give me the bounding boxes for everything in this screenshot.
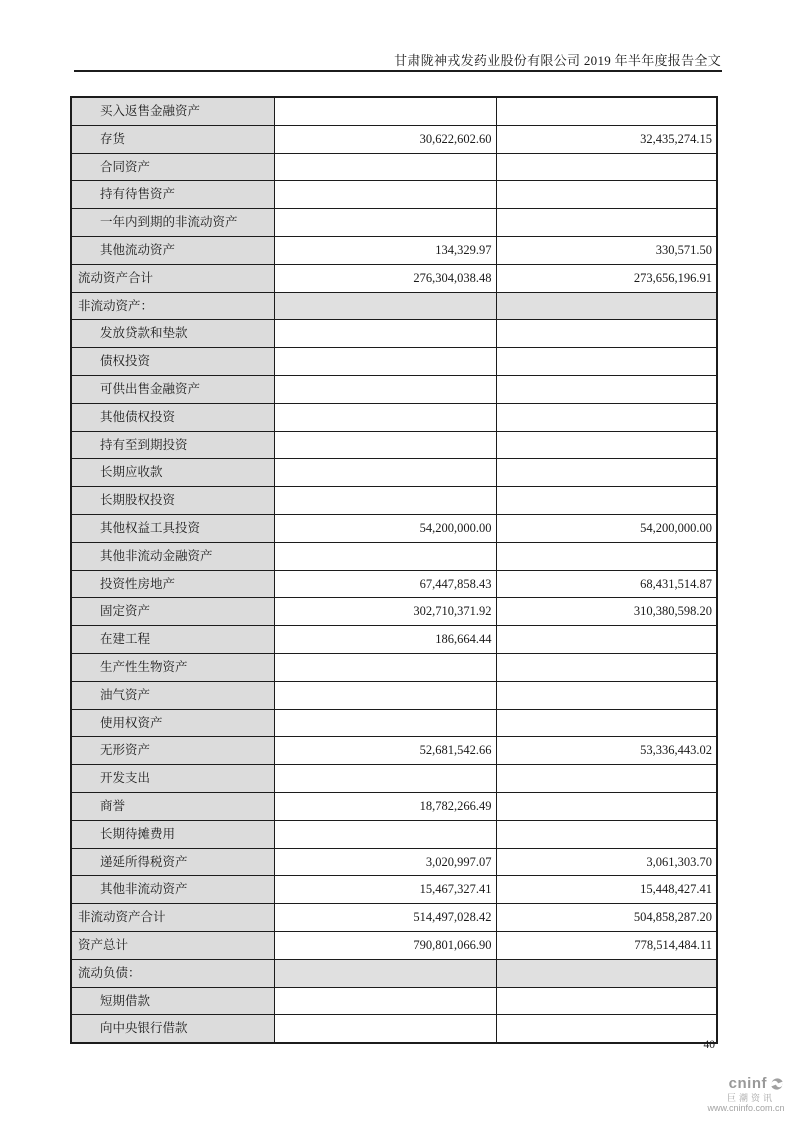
- row-label: 在建工程: [71, 626, 274, 654]
- table-row: [71, 487, 717, 515]
- row-value-current-period: [274, 375, 496, 403]
- row-value-current-period: [274, 403, 496, 431]
- row-value-current-period: [274, 320, 496, 348]
- row-label: 一年内到期的非流动资产: [71, 209, 274, 237]
- table-row: [71, 348, 717, 376]
- row-label: 其他非流动金融资产: [71, 542, 274, 570]
- row-label: 使用权资产: [71, 709, 274, 737]
- report-header-title: 甘肃陇神戎发药业股份有限公司 2019 年半年度报告全文: [394, 53, 721, 68]
- row-value-prior-period: 273,656,196.91: [496, 264, 717, 292]
- table-row: [71, 848, 717, 876]
- table-row: [71, 987, 717, 1015]
- table-row: [71, 209, 717, 237]
- row-value-current-period: [274, 181, 496, 209]
- row-value-prior-period: [496, 681, 717, 709]
- row-value-current-period: 30,622,602.60: [274, 125, 496, 153]
- row-label: 递延所得税资产: [71, 848, 274, 876]
- table-row: [71, 375, 717, 403]
- row-value-current-period: [274, 1015, 496, 1043]
- table-row: [71, 765, 717, 793]
- table-row: [71, 403, 717, 431]
- row-label: 油气资产: [71, 681, 274, 709]
- row-value-current-period: 186,664.44: [274, 626, 496, 654]
- cninfo-brand-row: [703, 1076, 789, 1093]
- cninfo-brand-chinese: 巨潮资讯: [726, 1092, 775, 1103]
- table-row: [71, 598, 717, 626]
- row-value-prior-period: [496, 153, 717, 181]
- row-value-prior-period: 15,448,427.41: [496, 876, 717, 904]
- row-value-current-period: [274, 709, 496, 737]
- row-value-current-period: [274, 653, 496, 681]
- table-row: [71, 431, 717, 459]
- cninfo-url: www.cninfo.com.cn: [707, 1103, 785, 1114]
- row-value-prior-period: [496, 1015, 717, 1043]
- row-value-prior-period: [496, 209, 717, 237]
- row-value-current-period: 790,801,066.90: [274, 931, 496, 959]
- row-value-prior-period: [496, 653, 717, 681]
- row-value-current-period: 52,681,542.66: [274, 737, 496, 765]
- row-label: 向中央银行借款: [71, 1015, 274, 1043]
- row-label: 存货: [71, 125, 274, 153]
- row-value-prior-period: [496, 459, 717, 487]
- row-label: 债权投资: [71, 348, 274, 376]
- row-label: 投资性房地产: [71, 570, 274, 598]
- table-row: [71, 153, 717, 181]
- row-value-current-period: 302,710,371.92: [274, 598, 496, 626]
- row-value-prior-period: [496, 431, 717, 459]
- row-label: 非流动资产：: [71, 292, 274, 320]
- row-label: 其他权益工具投资: [71, 514, 274, 542]
- row-value-prior-period: [496, 487, 717, 515]
- row-value-current-period: 54,200,000.00: [274, 514, 496, 542]
- table-row: [71, 959, 717, 987]
- row-label: 长期应收款: [71, 459, 274, 487]
- row-value-current-period: 15,467,327.41: [274, 876, 496, 904]
- balance-sheet-body: [71, 97, 717, 1043]
- row-label: 流动负债：: [71, 959, 274, 987]
- cninfo-swirl-icon: [769, 1076, 785, 1092]
- row-value-prior-period: [496, 959, 717, 987]
- table-row: [71, 292, 717, 320]
- row-label: 其他债权投资: [71, 403, 274, 431]
- row-value-current-period: [274, 959, 496, 987]
- table-row: [71, 459, 717, 487]
- row-value-prior-period: 68,431,514.87: [496, 570, 717, 598]
- row-label: 生产性生物资产: [71, 653, 274, 681]
- row-label: 开发支出: [71, 765, 274, 793]
- cninfo-logo: [703, 1076, 789, 1114]
- row-value-prior-period: 310,380,598.20: [496, 598, 717, 626]
- row-value-current-period: [274, 542, 496, 570]
- row-value-prior-period: 3,061,303.70: [496, 848, 717, 876]
- table-row: [71, 737, 717, 765]
- table-row: [71, 181, 717, 209]
- row-value-current-period: [274, 348, 496, 376]
- table-row: [71, 681, 717, 709]
- row-value-prior-period: 32,435,274.15: [496, 125, 717, 153]
- row-value-current-period: 3,020,997.07: [274, 848, 496, 876]
- row-value-prior-period: 778,514,484.11: [496, 931, 717, 959]
- table-row: [71, 264, 717, 292]
- table-row: [71, 514, 717, 542]
- row-value-prior-period: [496, 987, 717, 1015]
- row-value-current-period: [274, 153, 496, 181]
- table-row: [71, 542, 717, 570]
- row-value-current-period: [274, 765, 496, 793]
- row-value-current-period: [274, 681, 496, 709]
- table-row: [71, 931, 717, 959]
- table-row: [71, 820, 717, 848]
- row-label: 商誉: [71, 792, 274, 820]
- row-value-current-period: 134,329.97: [274, 236, 496, 264]
- row-label: 发放贷款和垫款: [71, 320, 274, 348]
- row-value-prior-period: [496, 542, 717, 570]
- row-value-prior-period: [496, 375, 717, 403]
- row-value-current-period: [274, 820, 496, 848]
- row-value-current-period: [274, 292, 496, 320]
- row-label: 无形资产: [71, 737, 274, 765]
- row-value-prior-period: 54,200,000.00: [496, 514, 717, 542]
- row-value-prior-period: 504,858,287.20: [496, 904, 717, 932]
- row-value-prior-period: [496, 820, 717, 848]
- table-row: [71, 904, 717, 932]
- table-row: [71, 125, 717, 153]
- row-value-current-period: [274, 97, 496, 125]
- row-value-prior-period: [496, 181, 717, 209]
- row-label: 其他非流动资产: [71, 876, 274, 904]
- row-label: 买入返售金融资产: [71, 97, 274, 125]
- row-value-current-period: [274, 431, 496, 459]
- table-row: [71, 626, 717, 654]
- row-label: 合同资产: [71, 153, 274, 181]
- row-value-prior-period: [496, 403, 717, 431]
- table-row: [71, 320, 717, 348]
- table-row: [71, 570, 717, 598]
- row-value-current-period: [274, 209, 496, 237]
- table-row: [71, 1015, 717, 1043]
- table-row: [71, 97, 717, 125]
- row-label: 固定资产: [71, 598, 274, 626]
- row-value-current-period: [274, 459, 496, 487]
- row-value-current-period: 18,782,266.49: [274, 792, 496, 820]
- row-value-prior-period: [496, 320, 717, 348]
- row-value-prior-period: [496, 792, 717, 820]
- table-row: [71, 236, 717, 264]
- row-label: 长期股权投资: [71, 487, 274, 515]
- row-label: 持有待售资产: [71, 181, 274, 209]
- row-value-current-period: 514,497,028.42: [274, 904, 496, 932]
- table-row: [71, 653, 717, 681]
- row-label: 持有至到期投资: [71, 431, 274, 459]
- row-value-prior-period: 330,571.50: [496, 236, 717, 264]
- row-value-prior-period: 53,336,443.02: [496, 737, 717, 765]
- cninfo-brand-text: cninf: [728, 1075, 767, 1092]
- table-row: [71, 876, 717, 904]
- table-row: [71, 792, 717, 820]
- row-label: 短期借款: [71, 987, 274, 1015]
- row-value-prior-period: [496, 97, 717, 125]
- header-divider: [74, 70, 722, 72]
- row-value-prior-period: [496, 709, 717, 737]
- table-row: [71, 709, 717, 737]
- row-value-current-period: [274, 487, 496, 515]
- row-value-prior-period: [496, 765, 717, 793]
- balance-sheet-table: [70, 96, 718, 1044]
- page-number: 40: [703, 1039, 715, 1051]
- row-value-current-period: [274, 987, 496, 1015]
- row-label: 长期待摊费用: [71, 820, 274, 848]
- row-label: 流动资产合计: [71, 264, 274, 292]
- row-label: 非流动资产合计: [71, 904, 274, 932]
- row-value-current-period: 67,447,858.43: [274, 570, 496, 598]
- row-label: 其他流动资产: [71, 236, 274, 264]
- row-label: 可供出售金融资产: [71, 375, 274, 403]
- row-label: 资产总计: [71, 931, 274, 959]
- row-value-prior-period: [496, 626, 717, 654]
- row-value-prior-period: [496, 348, 717, 376]
- row-value-current-period: 276,304,038.48: [274, 264, 496, 292]
- row-value-prior-period: [496, 292, 717, 320]
